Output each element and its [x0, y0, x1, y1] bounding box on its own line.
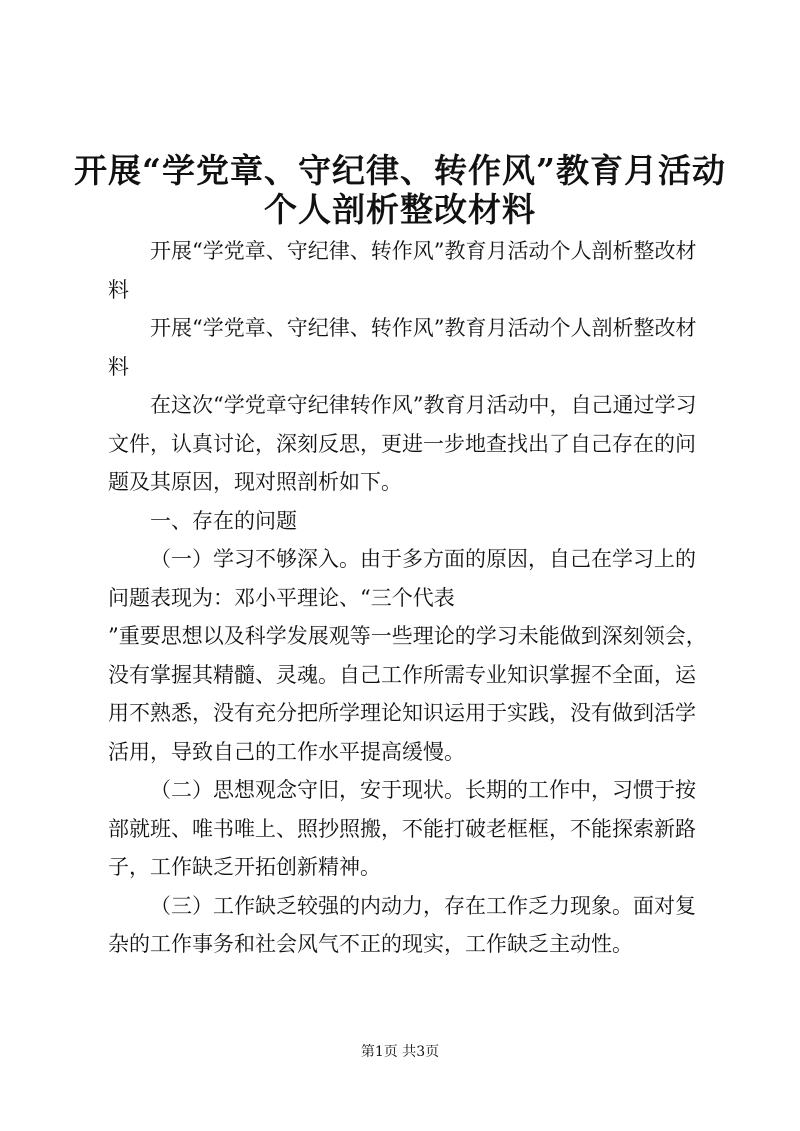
document-title-line-2: 个人剖析整改材料: [264, 190, 536, 229]
paragraph: （三）工作缺乏较强的内动力，存在工作乏力现象。面对复杂的工作事务和社会风气不正的现实，工作缺乏主动性。: [108, 893, 696, 956]
paragraph: 开展“学党章、守纪律、转作风”教育月活动个人剖析整改材料: [108, 316, 697, 379]
document-title-line-1: 开展“学党章、守纪律、转作风”教育月活动: [74, 151, 726, 190]
document-body: [108, 232, 708, 964]
paragraph: （二）思想观念守旧，安于现状。长期的工作中，习惯于按部就班、唯书唯上、照抄照搬，不能打破老框框，不能探索新路子，工作缺乏开拓创新精神。: [108, 778, 696, 879]
paragraph: 在这次“学党章守纪律转作风”教育月活动中，自己通过学习文件，认真讨论，深刻反思，更进一步地查找出了自己存在的问题及其原因，现对照剖析如下。: [108, 393, 697, 494]
paragraph-continuation: ”重要思想以及科学发展观等一些理论的学习未能做到深刻领会，没有掌握其精髓、灵魂。自己工作所需专业知识掌握不全面，运用不熟悉，没有充分把所学理论知识运用于实践，没有做到活学活用，导致自己的工作水平提高缓慢。: [108, 624, 707, 764]
section-heading: 一、存在的问题: [150, 508, 297, 533]
paragraph: （一）学习不够深入。由于多方面的原因，自己在学习上的问题表现为：邓小平理论、“三个代表: [108, 547, 696, 610]
paragraph: 开展“学党章、守纪律、转作风”教育月活动个人剖析整改材料: [108, 239, 697, 302]
page-number: 第1页 共3页: [360, 1044, 440, 1060]
